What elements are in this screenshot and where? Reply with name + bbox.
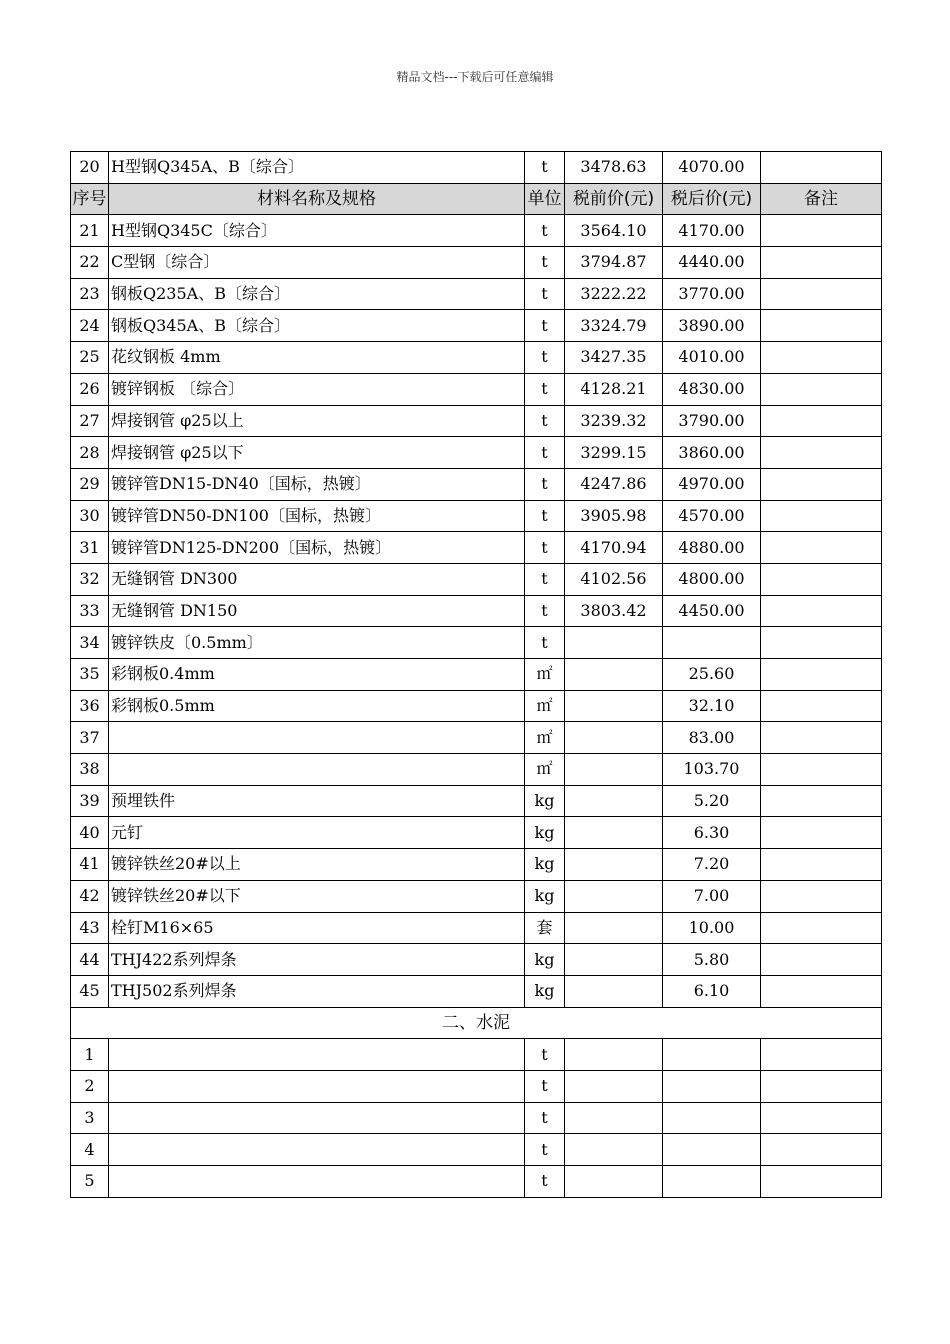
row-pre-tax [565,975,663,1007]
row-post-tax: 6.10 [663,975,761,1007]
header-unit: 单位 [525,183,565,215]
row-pre-tax [565,627,663,659]
table-header-row [71,183,882,215]
row-name [109,1039,525,1071]
row-post-tax: 10.00 [663,912,761,944]
row-seq: 4 [71,1134,109,1166]
row-note [761,1039,882,1071]
page-watermark: 精品文档---下载后可任意编辑 [396,70,554,84]
row-name: H型钢Q345A、B〔综合〕 [109,152,525,184]
row-seq: 45 [71,975,109,1007]
row-name: 无缝钢管 DN150 [109,595,525,627]
row-seq: 3 [71,1102,109,1134]
row-pre-tax: 3324.79 [565,310,663,342]
row-post-tax [663,627,761,659]
row-name [109,722,525,754]
row-note [761,690,882,722]
row-note [761,278,882,310]
row-post-tax [663,1039,761,1071]
row-seq: 28 [71,437,109,469]
row-pre-tax: 3299.15 [565,437,663,469]
row-unit: t [525,310,565,342]
row-name: 镀锌管DN125-DN200〔国标，热镀〕 [109,532,525,564]
row-unit: t [525,500,565,532]
row-name: 镀锌管DN15-DN40〔国标，热镀〕 [109,468,525,500]
row-seq: 39 [71,785,109,817]
table-row [71,944,882,976]
table-row [71,342,882,374]
row-pre-tax [565,1134,663,1166]
row-note [761,595,882,627]
row-note [761,342,882,374]
row-seq: 37 [71,722,109,754]
table-row [71,690,882,722]
row-unit: kg [525,975,565,1007]
table-row [71,595,882,627]
row-seq: 27 [71,405,109,437]
row-name [109,1070,525,1102]
row-seq: 35 [71,659,109,691]
row-pre-tax [565,944,663,976]
row-unit: t [525,532,565,564]
row-name: THJ502系列焊条 [109,975,525,1007]
table-row [71,912,882,944]
table-row [71,532,882,564]
row-post-tax: 5.80 [663,944,761,976]
row-note [761,468,882,500]
row-name: 钢板Q345A、B〔综合〕 [109,310,525,342]
row-note [761,785,882,817]
row-name: 栓钉M16×65 [109,912,525,944]
row-name: 钢板Q235A、B〔综合〕 [109,278,525,310]
row-post-tax: 4170.00 [663,215,761,247]
row-note [761,944,882,976]
row-post-tax: 4570.00 [663,500,761,532]
row-note [761,912,882,944]
row-post-tax: 3890.00 [663,310,761,342]
row-pre-tax [565,754,663,786]
row-name: 镀锌钢板 〔综合〕 [109,373,525,405]
row-post-tax: 4830.00 [663,373,761,405]
row-name: 镀锌铁丝20#以上 [109,849,525,881]
row-name: 镀锌铁丝20#以下 [109,880,525,912]
row-seq: 43 [71,912,109,944]
row-unit: ㎡ [525,722,565,754]
row-unit: t [525,405,565,437]
row-unit: t [525,437,565,469]
row-unit: t [525,373,565,405]
table-row [71,405,882,437]
row-post-tax: 6.30 [663,817,761,849]
table-row [71,1070,882,1102]
row-seq: 34 [71,627,109,659]
row-name: 镀锌铁皮〔0.5mm〕 [109,627,525,659]
row-seq: 40 [71,817,109,849]
row-note [761,310,882,342]
table-row [71,975,882,1007]
header-post-tax: 税后价(元) [663,183,761,215]
row-seq: 38 [71,754,109,786]
row-pre-tax [565,1039,663,1071]
row-note [761,247,882,279]
section-row [71,1007,882,1039]
row-unit: t [525,1070,565,1102]
row-name [109,1134,525,1166]
row-pre-tax: 4102.56 [565,563,663,595]
row-seq: 21 [71,215,109,247]
row-unit: kg [525,817,565,849]
row-post-tax: 5.20 [663,785,761,817]
row-post-tax: 83.00 [663,722,761,754]
row-pre-tax [565,817,663,849]
table-row [71,880,882,912]
table-row [71,659,882,691]
section-title: 二、水泥 [71,1007,882,1039]
row-seq: 5 [71,1166,109,1198]
table-row [71,215,882,247]
table-row [71,373,882,405]
row-pre-tax: 3794.87 [565,247,663,279]
table-row [71,247,882,279]
row-post-tax: 3790.00 [663,405,761,437]
row-pre-tax [565,722,663,754]
row-note [761,437,882,469]
row-post-tax [663,1166,761,1198]
row-seq: 33 [71,595,109,627]
table-row [71,1102,882,1134]
row-note [761,1070,882,1102]
row-note [761,1134,882,1166]
table-row [71,310,882,342]
row-post-tax: 4440.00 [663,247,761,279]
row-pre-tax [565,849,663,881]
row-note [761,849,882,881]
table-row [71,152,882,184]
row-post-tax: 7.00 [663,880,761,912]
row-unit: 套 [525,912,565,944]
row-seq: 32 [71,563,109,595]
row-pre-tax: 4247.86 [565,468,663,500]
row-unit: kg [525,849,565,881]
row-pre-tax: 4128.21 [565,373,663,405]
row-unit: t [525,1166,565,1198]
table-row [71,754,882,786]
table-row [71,1134,882,1166]
row-name: 元钉 [109,817,525,849]
row-seq: 23 [71,278,109,310]
row-pre-tax: 3427.35 [565,342,663,374]
header-name: 材料名称及规格 [109,183,525,215]
row-name [109,754,525,786]
row-unit: t [525,342,565,374]
row-pre-tax [565,1166,663,1198]
row-post-tax: 32.10 [663,690,761,722]
row-pre-tax: 3803.42 [565,595,663,627]
row-post-tax [663,1134,761,1166]
row-note [761,627,882,659]
row-seq: 30 [71,500,109,532]
row-note [761,152,882,184]
row-name: C型钢〔综合〕 [109,247,525,279]
row-post-tax [663,1070,761,1102]
row-unit: t [525,1039,565,1071]
row-note [761,532,882,564]
row-note [761,1166,882,1198]
table-row [71,563,882,595]
row-name: 预埋铁件 [109,785,525,817]
row-name: 焊接钢管 φ25以上 [109,405,525,437]
row-post-tax: 103.70 [663,754,761,786]
row-pre-tax: 4170.94 [565,532,663,564]
row-seq: 29 [71,468,109,500]
table-row [71,817,882,849]
row-pre-tax [565,1102,663,1134]
row-seq: 25 [71,342,109,374]
row-unit: t [525,595,565,627]
row-note [761,722,882,754]
row-unit: t [525,215,565,247]
row-name: 彩钢板0.4mm [109,659,525,691]
row-name: THJ422系列焊条 [109,944,525,976]
row-seq: 31 [71,532,109,564]
row-note [761,500,882,532]
row-unit: ㎡ [525,754,565,786]
row-note [761,880,882,912]
row-post-tax: 7.20 [663,849,761,881]
table-row [71,1039,882,1071]
row-note [761,563,882,595]
row-post-tax: 4800.00 [663,563,761,595]
row-pre-tax [565,1070,663,1102]
row-pre-tax [565,690,663,722]
row-pre-tax: 3478.63 [565,152,663,184]
row-pre-tax: 3239.32 [565,405,663,437]
row-post-tax: 4070.00 [663,152,761,184]
row-pre-tax [565,880,663,912]
table-row [71,468,882,500]
row-name: H型钢Q345C〔综合〕 [109,215,525,247]
row-post-tax: 4010.00 [663,342,761,374]
row-pre-tax [565,785,663,817]
row-unit: ㎡ [525,690,565,722]
row-name [109,1166,525,1198]
row-name: 焊接钢管 φ25以下 [109,437,525,469]
row-note [761,817,882,849]
row-post-tax: 25.60 [663,659,761,691]
row-unit: kg [525,944,565,976]
row-seq: 44 [71,944,109,976]
row-note [761,754,882,786]
header-seq: 序号 [71,183,109,215]
row-post-tax: 3860.00 [663,437,761,469]
row-seq: 26 [71,373,109,405]
row-post-tax [663,1102,761,1134]
row-seq: 36 [71,690,109,722]
price-table [70,151,882,1198]
row-unit: t [525,468,565,500]
row-pre-tax: 3564.10 [565,215,663,247]
header-note: 备注 [761,183,882,215]
table-row [71,500,882,532]
row-unit: kg [525,880,565,912]
row-unit: kg [525,785,565,817]
row-seq: 20 [71,152,109,184]
row-seq: 24 [71,310,109,342]
row-seq: 22 [71,247,109,279]
row-name: 镀锌管DN50-DN100〔国标，热镀〕 [109,500,525,532]
table-row [71,437,882,469]
row-seq: 2 [71,1070,109,1102]
header-pre-tax: 税前价(元) [565,183,663,215]
row-seq: 41 [71,849,109,881]
table-row [71,1166,882,1198]
row-note [761,373,882,405]
row-note [761,1102,882,1134]
row-seq: 42 [71,880,109,912]
row-pre-tax: 3905.98 [565,500,663,532]
row-unit: t [525,278,565,310]
row-unit: ㎡ [525,659,565,691]
row-post-tax: 4450.00 [663,595,761,627]
row-unit: t [525,1134,565,1166]
row-unit: t [525,152,565,184]
row-name: 无缝钢管 DN300 [109,563,525,595]
row-seq: 1 [71,1039,109,1071]
row-unit: t [525,627,565,659]
row-pre-tax [565,659,663,691]
row-unit: t [525,1102,565,1134]
table-row [71,278,882,310]
row-unit: t [525,247,565,279]
row-unit: t [525,563,565,595]
row-note [761,215,882,247]
row-note [761,659,882,691]
row-note [761,405,882,437]
row-post-tax: 4970.00 [663,468,761,500]
row-pre-tax: 3222.22 [565,278,663,310]
table-row [71,627,882,659]
table-row [71,722,882,754]
table-row [71,785,882,817]
row-name: 花纹钢板 4mm [109,342,525,374]
row-note [761,975,882,1007]
row-post-tax: 3770.00 [663,278,761,310]
table-row [71,849,882,881]
row-name: 彩钢板0.5mm [109,690,525,722]
row-name [109,1102,525,1134]
row-pre-tax [565,912,663,944]
row-post-tax: 4880.00 [663,532,761,564]
